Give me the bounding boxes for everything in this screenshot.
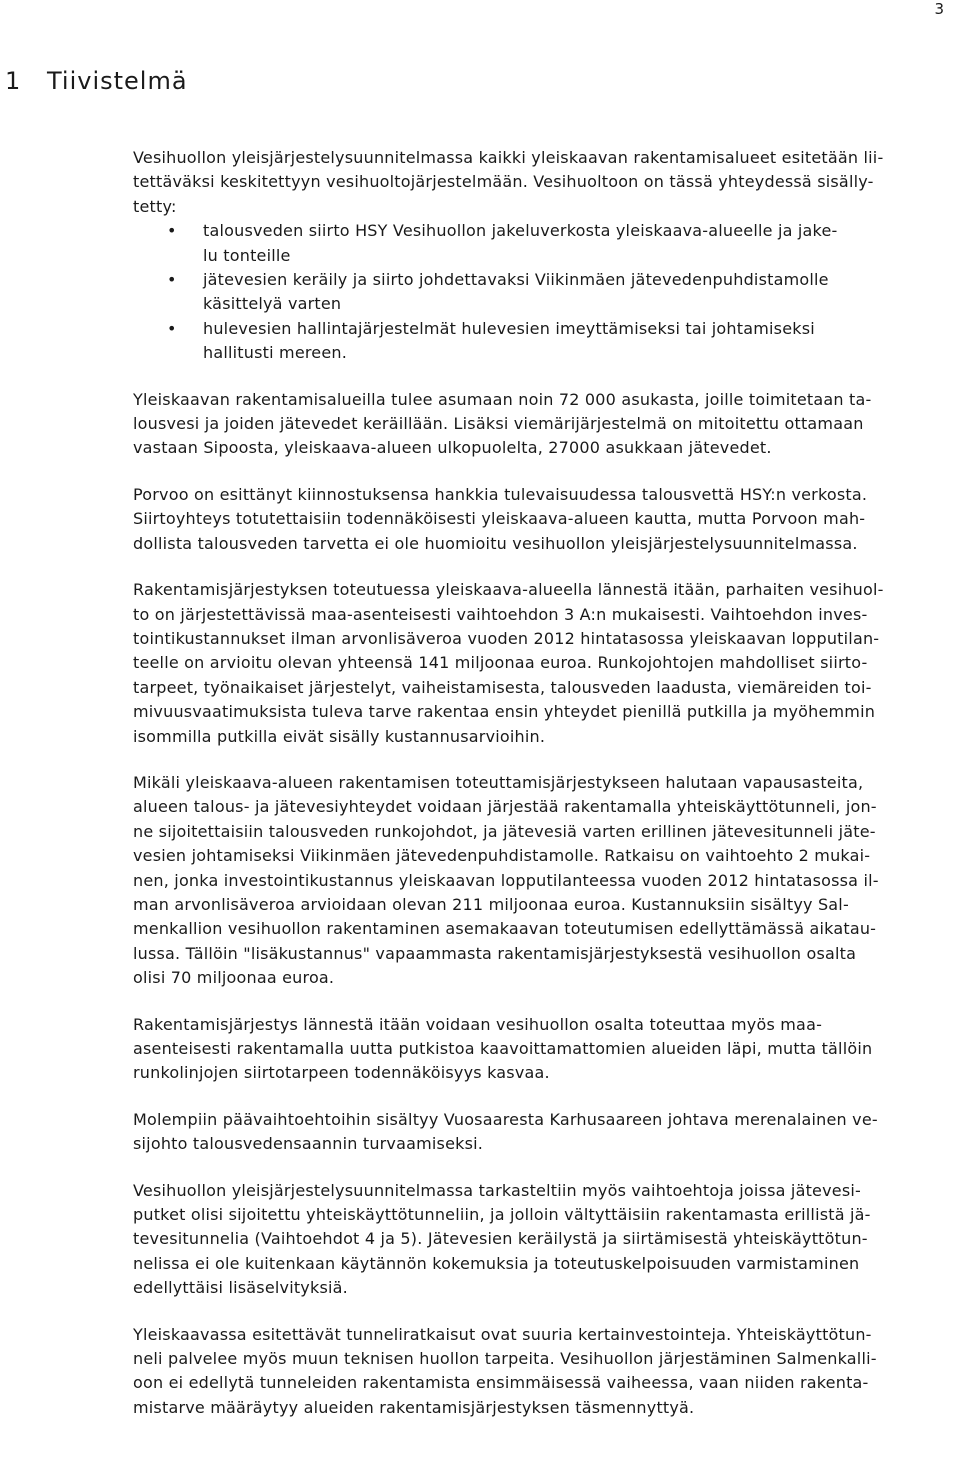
text-line: vastaan Sipoosta, yleiskaava-alueen ulkopuolelta, 27000 asukkaan jätevedet. xyxy=(133,438,772,458)
document-body xyxy=(133,146,947,1420)
list-item xyxy=(133,219,947,268)
body-paragraph xyxy=(133,388,947,461)
text-line: mistarve määräytyy alueiden rakentamisjärjestyksen täsmennyttyä. xyxy=(133,1397,695,1417)
text-line: olisi 70 miljoonaa euroa. xyxy=(133,968,335,988)
text-line: asenteisesti rakentamalla uutta putkistoa kaavoittamattomien alueiden läpi, mutta tällöin xyxy=(133,1039,873,1058)
text-line: Molempiin päävaihtoehtoihin sisältyy Vuosaaresta Karhusaareen johtava merenalainen ve- xyxy=(133,1109,878,1129)
text-line: dollista talousveden tarvetta ei ole huomioitu vesihuollon yleisjärjestelysuunnitelmassa. xyxy=(133,533,858,553)
text-line: edellyttäisi lisäselvityksiä. xyxy=(133,1278,348,1298)
text-line: Porvoo on esittänyt kiinnostuksensa hankkia tulevaisuudessa talousvettä HSY:n verkosta. xyxy=(133,484,868,504)
page-number: 3 xyxy=(934,0,944,18)
list-item xyxy=(133,268,947,317)
section-title: Tiivistelmä xyxy=(47,67,188,95)
section-number: 1 xyxy=(5,67,22,95)
text-line: sijohto talousvedensaannin turvaamiseksi. xyxy=(133,1134,484,1154)
text-line: Mikäli yleiskaava-alueen rakentamisen toteuttamisjärjestykseen halutaan vapausasteita, xyxy=(133,772,864,792)
text-line: Yleiskaavassa esitettävät tunneliratkaisut ovat suuria kertainvestointeja. Yhteiskäyttötun- xyxy=(133,1324,872,1344)
text-line: Vesihuollon yleisjärjestelysuunnitelmassa kaikki yleiskaavan rakentamisalueet esitetään lii- xyxy=(133,148,884,167)
text-line: nelissa ei ole kuitenkaan käytännön kokemuksia ja toteutuskelpoisuuden varmistaminen xyxy=(133,1253,860,1273)
body-paragraph xyxy=(133,1108,947,1157)
body-paragraph xyxy=(133,771,947,991)
body-paragraph xyxy=(133,1323,947,1421)
text-line: Rakentamisjärjestyksen toteutuessa yleiskaava-alueella lännestä itään, parhaiten vesihuol- xyxy=(133,580,884,600)
text-line: tointikustannukset ilman arvonlisäveroa vuoden 2012 hintatasossa yleiskaavan lopputilan- xyxy=(133,628,880,648)
text-line: käsittelyä varten xyxy=(203,294,342,314)
text-line: isommilla putkilla eivät sisälly kustannusarvioihin. xyxy=(133,726,546,746)
text-line: Siirtoyhteys totutettaisiin todennäköisesti yleiskaava-alueen kautta, mutta Porvoon mah- xyxy=(133,509,866,529)
list-item xyxy=(133,317,947,366)
text-line: Yleiskaavan rakentamisalueilla tulee asumaan noin 72 000 asukasta, joille toimitetaan ta- xyxy=(133,389,872,409)
text-line: menkallion vesihuollon rakentaminen asemakaavan toteutumisen edellyttämässä aikatau- xyxy=(133,919,877,939)
text-line: tetty: xyxy=(133,196,177,216)
text-line: hallitusti mereen. xyxy=(203,343,348,363)
text-line: teelle on arvioitu olevan yhteensä 141 miljoonaa euroa. Runkojohtojen mahdolliset siirto- xyxy=(133,653,868,673)
text-line: to on järjestettävissä maa-asenteisesti vaihtoehdon 3 A:n mukaisesti. Vaihtoehdon inves- xyxy=(133,604,868,624)
bullet-list xyxy=(133,219,947,365)
text-line: tettäväksi keskitettyyn vesihuoltojärjestelmään. Vesihuoltoon on tässä yhteydessä sisälly- xyxy=(133,172,874,192)
text-line: ne sijoitettaisiin talousveden runkojohdot, ja jätevesiä varten erillinen jätevesitunneli jäte- xyxy=(133,821,876,841)
body-paragraph xyxy=(133,483,947,556)
bullet-icon: • xyxy=(167,270,177,290)
text-line: nen, jonka investointikustannus yleiskaavan lopputilanteessa vuoden 2012 hintatasossa il- xyxy=(133,870,879,890)
text-line: lousvesi ja joiden jätevedet keräillään. Lisäksi viemärijärjestelmä on mitoitettu ottamaan xyxy=(133,414,864,434)
body-paragraph xyxy=(133,578,947,749)
text-line: lussa. Tällöin "lisäkustannus" vapaammasta rakentamisjärjestyksestä vesihuollon osalta xyxy=(133,943,857,963)
text-line: Vesihuollon yleisjärjestelysuunnitelmassa tarkasteltiin myös vaihtoehtoja joissa jätevesi- xyxy=(133,1180,861,1200)
text-line: Rakentamisjärjestys lännestä itään voidaan vesihuollon osalta toteuttaa myös maa- xyxy=(133,1014,823,1034)
bullet-icon: • xyxy=(167,318,177,338)
bullet-icon: • xyxy=(167,221,177,241)
text-line: tevesitunnelia (Vaihtoehdot 4 ja 5). Jätevesien keräilystä ja siirtämisestä yhteiskäyttötun- xyxy=(133,1229,868,1249)
intro-paragraph xyxy=(133,146,947,219)
text-line: lu tonteille xyxy=(203,245,291,265)
text-line: alueen talous- ja jätevesiyhteydet voidaan järjestää rakentamalla yhteiskäyttötunneli, jon- xyxy=(133,797,877,817)
text-line: talousveden siirto HSY Vesihuollon jakeluverkosta yleiskaava-alueelle ja jake- xyxy=(203,221,838,241)
body-paragraph xyxy=(133,1179,947,1301)
text-line: vesien johtamiseksi Viikinmäen jätevedenpuhdistamolle. Ratkaisu on vaihtoehto 2 mukai- xyxy=(133,846,871,866)
text-line: oon ei edellytä tunneleiden rakentamista ensimmäisessä vaiheessa, vaan niiden rakenta- xyxy=(133,1373,869,1393)
text-line: tarpeet, työnaikaiset järjestelyt, vaiheistamisesta, talousveden laadusta, viemäreiden toi- xyxy=(133,677,872,697)
text-line: runkolinjojen siirtotarpeen todennäköisyys kasvaa. xyxy=(133,1063,550,1083)
text-line: neli palvelee myös muun teknisen huollon tarpeita. Vesihuollon järjestäminen Salmenkalli- xyxy=(133,1349,877,1369)
text-line: jätevesien keräily ja siirto johdettavaksi Viikinmäen jätevedenpuhdistamolle xyxy=(203,270,829,290)
section-heading xyxy=(5,64,188,98)
body-paragraph xyxy=(133,1013,947,1086)
text-line: putket olisi sijoitettu yhteiskäyttötunneliin, ja jolloin vältyttäisiin rakentamasta erillistä jä- xyxy=(133,1205,871,1225)
text-line: hulevesien hallintajärjestelmät hulevesien imeyttämiseksi tai johtamiseksi xyxy=(203,318,815,338)
text-line: mivuusvaatimuksista tuleva tarve rakentaa ensin yhteydet pienillä putkilla ja myöhemmin xyxy=(133,702,876,722)
text-line: man arvonlisäveroa arvioidaan olevan 211 miljoonaa euroa. Kustannuksiin sisältyy Sal- xyxy=(133,894,849,914)
